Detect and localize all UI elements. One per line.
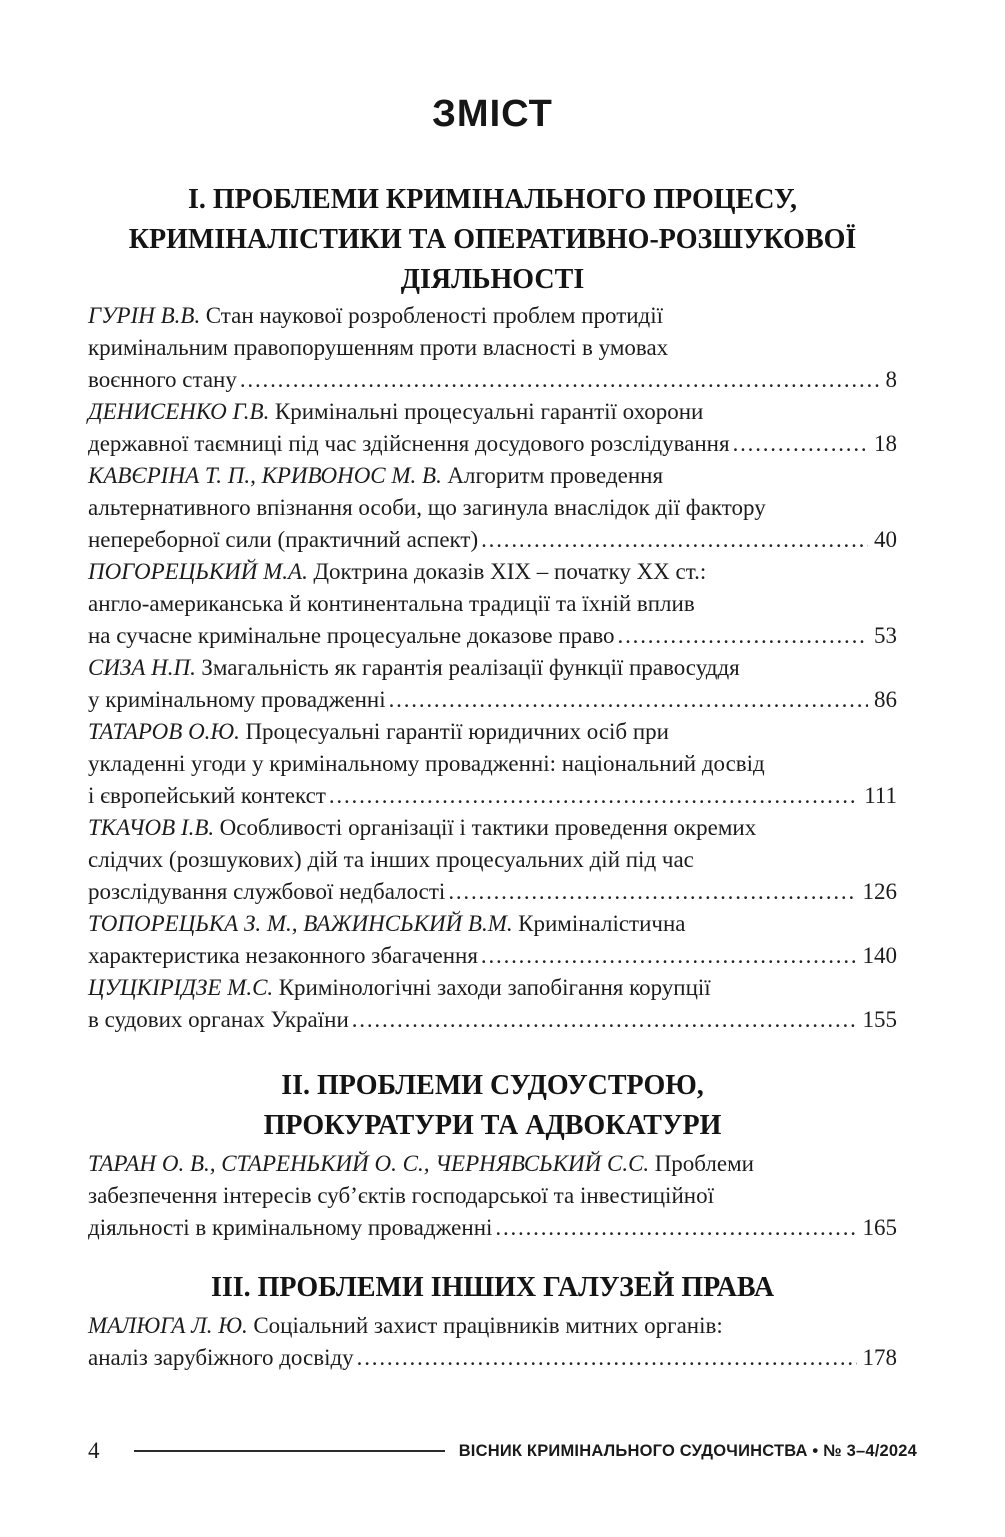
entry-last-line bbox=[88, 524, 897, 556]
entry-authors: ПОГОРЕЦЬКИЙ М.А. bbox=[88, 559, 308, 584]
section-heading-2 bbox=[88, 1066, 897, 1146]
entry-page-number: 165 bbox=[862, 1215, 897, 1240]
section-entries-2 bbox=[88, 1148, 897, 1244]
entry-authors: ЦУЦКІРІДЗЕ М.С. bbox=[88, 975, 274, 1000]
dot-leader bbox=[240, 364, 880, 396]
entry-authors: КАВЄРІНА Т. П., КРИВОНОС М. В. bbox=[88, 463, 442, 488]
dot-leader bbox=[733, 428, 868, 460]
entry-line bbox=[88, 908, 897, 940]
entry-line: кримінальним правопорушенням проти власності в умовах bbox=[88, 335, 669, 360]
entry-authors: МАЛЮГА Л. Ю. bbox=[88, 1313, 248, 1338]
entry-title-text: Доктрина доказів ХІХ – початку ХХ ст.: bbox=[313, 559, 707, 584]
entry-authors: ТОПОРЕЦЬКА З. М., ВАЖИНСЬКИЙ В.М. bbox=[88, 911, 513, 936]
entry-page-number: 86 bbox=[874, 687, 897, 712]
entry-title-text: воєнного стану bbox=[88, 367, 237, 392]
entry-line bbox=[88, 1148, 897, 1180]
entry-line: забезпечення інтересів суб’єктів господарської та інвестиційної bbox=[88, 1183, 714, 1208]
page-footer bbox=[88, 1438, 917, 1464]
footer-journal-title: ВІСНИК КРИМІНАЛЬНОГО СУДОЧИНСТВА • № 3–4/2024 bbox=[458, 1441, 917, 1460]
entry-line bbox=[88, 396, 897, 428]
toc-entry bbox=[88, 1310, 897, 1374]
entry-line bbox=[88, 300, 897, 332]
entry-page-number: 111 bbox=[864, 783, 897, 808]
toc-entry bbox=[88, 460, 897, 556]
entry-page-number: 18 bbox=[874, 431, 897, 456]
entry-title-text: Особливості організації і тактики проведення окремих bbox=[219, 815, 757, 840]
entry-last-line bbox=[88, 940, 897, 972]
entry-title-text: Кримінологічні заходи запобігання корупції bbox=[278, 975, 711, 1000]
entry-title-text: у кримінальному провадженні bbox=[88, 687, 386, 712]
footer-rule bbox=[134, 1450, 445, 1452]
entry-line bbox=[88, 460, 897, 492]
entry-authors: ДЕНИСЕНКО Г.В. bbox=[88, 399, 270, 424]
entry-title-text: характеристика незаконного збагачення bbox=[88, 943, 478, 968]
dot-leader bbox=[495, 1212, 856, 1244]
toc-entry bbox=[88, 716, 897, 812]
entry-line bbox=[88, 652, 897, 684]
entry-last-line bbox=[88, 364, 897, 396]
entry-title-text: Процесуальні гарантії юридичних осіб при bbox=[245, 719, 669, 744]
entry-last-line bbox=[88, 1212, 897, 1244]
toc-entry bbox=[88, 908, 897, 972]
entry-title-text: діяльності в кримінальному провадженні bbox=[88, 1215, 493, 1240]
entry-title-text: аналіз зарубіжного досвіду bbox=[88, 1345, 354, 1370]
section-entries-1 bbox=[88, 300, 897, 1036]
entry-page-number: 53 bbox=[874, 623, 897, 648]
entry-authors: СИЗА Н.П. bbox=[88, 655, 196, 680]
entry-line bbox=[88, 812, 897, 844]
entry-line: англо-американська й континентальна традиції та їхній вплив bbox=[88, 591, 695, 616]
toc-entry bbox=[88, 1148, 897, 1244]
section-heading-line: ПРОКУРАТУРИ ТА АДВОКАТУРИ bbox=[263, 1110, 722, 1141]
footer-page-number: 4 bbox=[88, 1438, 100, 1463]
entry-page-number: 8 bbox=[885, 367, 897, 392]
dot-leader bbox=[352, 1004, 857, 1036]
dot-leader bbox=[389, 684, 868, 716]
entry-page-number: 178 bbox=[862, 1345, 897, 1370]
entry-title-text: Стан наукової розробленості проблем протидії bbox=[205, 303, 664, 328]
section-heading-line: ІІІ. ПРОБЛЕМИ ІНШИХ ГАЛУЗЕЙ ПРАВА bbox=[210, 1272, 775, 1303]
entry-title-text: Криміналістична bbox=[518, 911, 686, 936]
entry-title-text: Кримінальні процесуальні гарантії охорони bbox=[274, 399, 704, 424]
entry-line bbox=[88, 556, 897, 588]
entry-authors: ТКАЧОВ І.В. bbox=[88, 815, 215, 840]
entry-title-text: державної таємниці під час здійснення досудового розслідування bbox=[88, 431, 730, 456]
section-entries-3 bbox=[88, 1310, 897, 1374]
toc-entry bbox=[88, 396, 897, 460]
entry-last-line bbox=[88, 780, 897, 812]
entry-authors: ТАТАРОВ О.Ю. bbox=[88, 719, 240, 744]
section-heading-1 bbox=[88, 180, 897, 300]
dot-leader bbox=[448, 876, 856, 908]
entry-title-text: в судових органах України bbox=[88, 1007, 349, 1032]
section-heading-line: І. ПРОБЛЕМИ КРИМІНАЛЬНОГО ПРОЦЕСУ, bbox=[187, 184, 798, 215]
entry-title-text: розслідування службової недбалості bbox=[88, 879, 446, 904]
entry-line: укладенні угоди у кримінальному провадженні: національний досвід bbox=[88, 751, 765, 776]
dot-leader bbox=[618, 620, 868, 652]
toc-entry bbox=[88, 972, 897, 1036]
entry-page-number: 140 bbox=[862, 943, 897, 968]
entry-title-text: на сучасне кримінальне процесуальне доказове право bbox=[88, 623, 615, 648]
entry-last-line bbox=[88, 620, 897, 652]
toc-entry bbox=[88, 300, 897, 396]
entry-last-line bbox=[88, 428, 897, 460]
toc-entry bbox=[88, 812, 897, 908]
entry-title-text: Соціальний захист працівників митних органів: bbox=[253, 1313, 723, 1338]
entry-line bbox=[88, 1310, 897, 1342]
toc-content bbox=[88, 0, 897, 1374]
toc-entry bbox=[88, 556, 897, 652]
section-heading-line: ДІЯЛЬНОСТІ bbox=[400, 264, 585, 295]
toc-entry bbox=[88, 652, 897, 716]
entry-last-line bbox=[88, 1342, 897, 1374]
entry-title-text: непереборної сили (практичний аспект) bbox=[88, 527, 479, 552]
entry-line bbox=[88, 716, 897, 748]
entry-line bbox=[88, 972, 897, 1004]
entry-line: альтернативного впізнання особи, що загинула внаслідок дії фактору bbox=[88, 495, 766, 520]
entry-authors: ГУРІН В.В. bbox=[88, 303, 201, 328]
dot-leader bbox=[481, 524, 868, 556]
entry-page-number: 126 bbox=[862, 879, 897, 904]
entry-title-text: Змагальність як гарантія реалізації функції правосуддя bbox=[201, 655, 740, 680]
dot-leader bbox=[357, 1342, 857, 1374]
entry-title-text: Алгоритм проведення bbox=[447, 463, 664, 488]
entry-page-number: 40 bbox=[874, 527, 897, 552]
entry-title-text: і європейський контекст bbox=[88, 783, 326, 808]
entry-title-text: Проблеми bbox=[654, 1151, 754, 1176]
section-heading-3 bbox=[88, 1268, 897, 1308]
section-heading-line: ІІ. ПРОБЛЕМИ СУДОУСТРОЮ, bbox=[281, 1070, 704, 1101]
dot-leader bbox=[481, 940, 857, 972]
page-title: ЗМІСТ bbox=[432, 93, 553, 135]
entry-last-line bbox=[88, 876, 897, 908]
entry-last-line bbox=[88, 684, 897, 716]
entry-page-number: 155 bbox=[862, 1007, 897, 1032]
entry-last-line bbox=[88, 1004, 897, 1036]
dot-leader bbox=[329, 780, 858, 812]
entry-line: слідчих (розшукових) дій та інших процесуальних дій під час bbox=[88, 847, 694, 872]
section-heading-line: КРИМІНАЛІСТИКИ ТА ОПЕРАТИВНО-РОЗШУКОВОЇ bbox=[128, 224, 857, 255]
entry-authors: ТАРАН О. В., СТАРЕНЬКИЙ О. С., ЧЕРНЯВСЬКИЙ С.С. bbox=[88, 1151, 650, 1176]
